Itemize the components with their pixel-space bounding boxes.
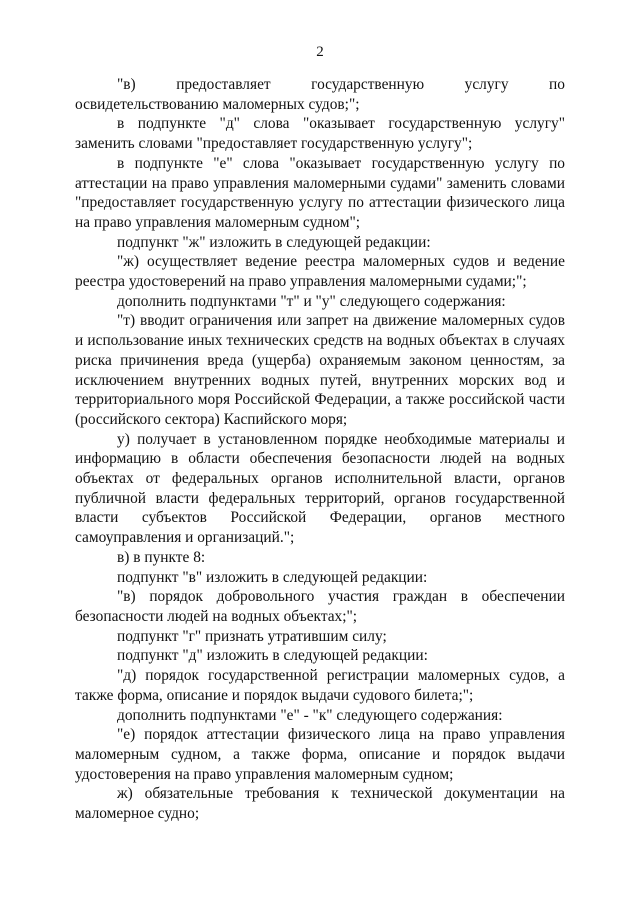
paragraph: подпункт "ж" изложить в следующей редакции: [117, 233, 431, 251]
paragraph: в подпункте "д" слова "оказывает государственную услугу" заменить словами "предоставляет государственную услугу"; [75, 115, 565, 153]
paragraph: дополнить подпунктами "е" - "к" следующего содержания: [117, 706, 503, 724]
paragraph: ж) обязательные требования к технической документации на маломерное судно; [75, 785, 565, 823]
paragraph: подпункт "в" изложить в следующей редакции: [117, 568, 428, 586]
paragraph: подпункт "д" изложить в следующей редакции: [117, 647, 428, 665]
paragraph: подпункт "г" признать утратившим силу; [117, 627, 387, 645]
paragraph: "в) предоставляет государственную услугу по освидетельствованию маломерных судов;"; [75, 76, 565, 113]
paragraph: "в) порядок добровольного участия граждан в обеспечении безопасности людей на водных объектах;"; [75, 588, 565, 625]
document-body [75, 75, 565, 824]
paragraph: "т) вводит ограничения или запрет на движение маломерных судов и использование иных технических средств на водных объектах в случаях риска причинения вреда (ущерба) охраняемым законом ценностям, за исключением внутренних водных путей, внутренних морских вод и территориального моря Российской Федерации, а также российской части (российского сектора) Каспийского моря; [75, 312, 565, 428]
paragraph: в) в пункте 8: [117, 548, 206, 566]
paragraph: "ж) осуществляет ведение реестра маломерных судов и ведение реестра удостоверений на право управления маломерными судами;"; [75, 253, 565, 291]
paragraph: у) получает в установленном порядке необходимые материалы и информацию в области обеспечения безопасности людей на водных объектах от федеральных органов исполнительной власти, органов публичной власти федеральных территорий, органов государственной власти субъектов Российской Федерации, органов местного самоуправления и организаций."; [75, 430, 565, 547]
paragraph: в подпункте "е" слова "оказывает государственную услугу по аттестации на право управления маломерными судами" заменить словами "предоставляет государственную услугу по аттестации физического лица на право управления маломерным судном"; [75, 154, 565, 231]
paragraph: "д) порядок государственной регистрации маломерных судов, а также форма, описание и порядок выдачи судового билета;"; [75, 667, 565, 704]
page-number: 2 [316, 44, 324, 60]
paragraph: "е) порядок аттестации физического лица на право управления маломерным судном, а также форма, описание и порядок выдачи удостоверения на право управления маломерным судном; [75, 726, 565, 783]
paragraph: дополнить подпунктами "т" и "у" следующего содержания: [117, 292, 506, 310]
